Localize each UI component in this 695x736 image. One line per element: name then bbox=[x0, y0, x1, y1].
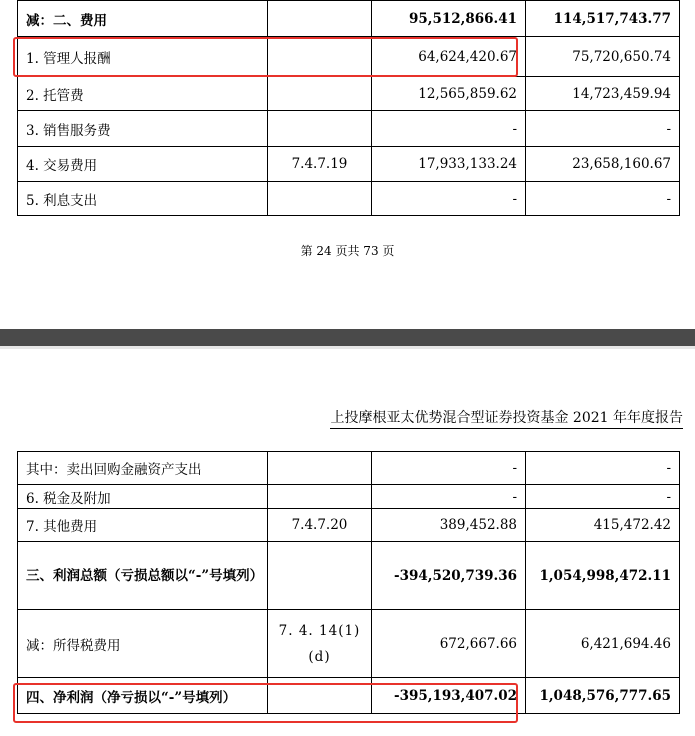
row-note bbox=[268, 77, 372, 111]
row-current: 95,512,866.41 bbox=[372, 1, 526, 37]
income-statement-table-top bbox=[17, 0, 680, 216]
row-previous: 6,421,694.46 bbox=[526, 610, 680, 678]
row-current: - bbox=[372, 182, 526, 216]
row-label: 三、利润总额（亏损总额以“-”号填列） bbox=[18, 542, 268, 610]
row-previous: - bbox=[526, 485, 680, 509]
table-row bbox=[18, 147, 680, 182]
row-current: 389,452.88 bbox=[372, 509, 526, 542]
row-previous: 1,054,998,472.11 bbox=[526, 542, 680, 610]
row-current: - bbox=[372, 452, 526, 485]
row-note bbox=[268, 485, 372, 509]
row-note: 7.4.7.19 bbox=[268, 147, 372, 182]
row-label: 减：二、费用 bbox=[18, 1, 268, 37]
row-previous: - bbox=[526, 182, 680, 216]
table-row bbox=[18, 485, 680, 509]
row-note bbox=[268, 452, 372, 485]
row-note bbox=[268, 542, 372, 610]
table-row bbox=[18, 509, 680, 542]
table-row bbox=[18, 610, 680, 678]
row-note bbox=[268, 1, 372, 37]
row-label: 减：所得税费用 bbox=[18, 610, 268, 678]
report-header: 上投摩根亚太优势混合型证券投资基金 2021 年年度报告 bbox=[330, 407, 683, 429]
row-note: 7. 4. 14(1)(d) bbox=[268, 610, 372, 678]
highlight-box-net-profit bbox=[13, 683, 518, 723]
row-previous: 23,658,160.67 bbox=[526, 147, 680, 182]
table-row bbox=[18, 452, 680, 485]
row-note bbox=[268, 182, 372, 216]
row-previous: 14,723,459.94 bbox=[526, 77, 680, 111]
row-label: 2. 托管费 bbox=[18, 77, 268, 111]
table-row bbox=[18, 1, 680, 37]
row-label: 1. 管理人报酬 bbox=[18, 37, 268, 77]
row-current: - bbox=[372, 485, 526, 509]
table-row bbox=[18, 111, 680, 147]
row-previous: - bbox=[526, 111, 680, 147]
page-separator bbox=[0, 329, 695, 346]
table-row bbox=[18, 182, 680, 216]
page-number-footer: 第 24 页共 73 页 bbox=[300, 244, 395, 258]
row-label: 3. 销售服务费 bbox=[18, 111, 268, 147]
row-label: 4. 交易费用 bbox=[18, 147, 268, 182]
row-current: -395,193,407.02 bbox=[372, 678, 526, 714]
row-previous: - bbox=[526, 452, 680, 485]
row-label: 7. 其他费用 bbox=[18, 509, 268, 542]
row-label: 其中：卖出回购金融资产支出 bbox=[18, 452, 268, 485]
row-note bbox=[268, 111, 372, 147]
row-label: 6. 税金及附加 bbox=[18, 485, 268, 509]
row-current: 12,565,859.62 bbox=[372, 77, 526, 111]
row-current: 672,667.66 bbox=[372, 610, 526, 678]
page-25 bbox=[0, 349, 695, 736]
table-row bbox=[18, 77, 680, 111]
row-label: 四、净利润（净亏损以“-”号填列） bbox=[18, 678, 268, 714]
row-label: 5. 利息支出 bbox=[18, 182, 268, 216]
row-previous: 114,517,743.77 bbox=[526, 1, 680, 37]
row-note: 7.4.7.20 bbox=[268, 509, 372, 542]
row-current: - bbox=[372, 111, 526, 147]
table-row bbox=[18, 542, 680, 610]
row-previous: 75,720,650.74 bbox=[526, 37, 680, 77]
income-statement-table-bottom bbox=[17, 451, 680, 714]
row-current: 64,624,420.67 bbox=[372, 37, 526, 77]
row-current: -394,520,739.36 bbox=[372, 542, 526, 610]
highlight-box-management-fee bbox=[13, 37, 518, 77]
row-current: 17,933,133.24 bbox=[372, 147, 526, 182]
row-previous: 1,048,576,777.65 bbox=[526, 678, 680, 714]
row-previous: 415,472.42 bbox=[526, 509, 680, 542]
page-24 bbox=[0, 0, 695, 329]
